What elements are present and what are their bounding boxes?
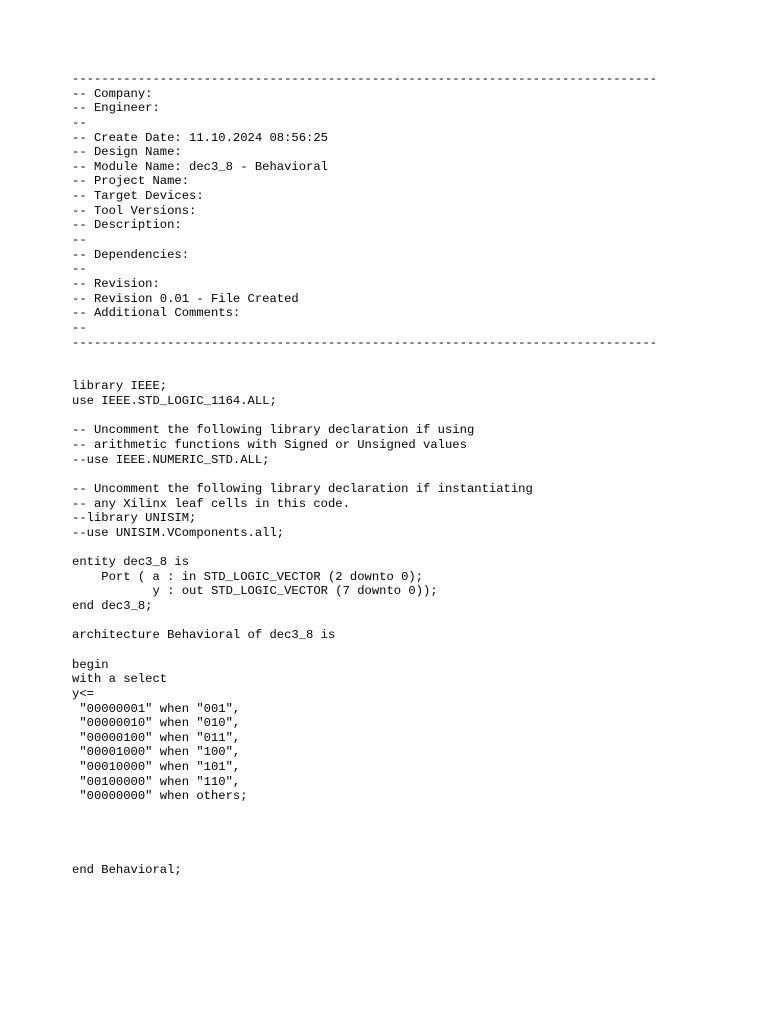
code-line: -- arithmetic functions with Signed or Unsigned values (72, 438, 467, 453)
code-line (72, 819, 722, 834)
code-line: --use UNISIM.VComponents.all; (72, 525, 285, 540)
code-line (72, 409, 722, 424)
code-line: -------------------------------------------------------------------------------- (72, 335, 658, 350)
code-line: Port ( a : in STD_LOGIC_VECTOR (2 downto 0); (72, 569, 424, 584)
vhdl-code-block (72, 72, 722, 877)
code-line: "00100000" when "110", (72, 774, 241, 789)
code-line: -- any Xilinx leaf cells in this code. (72, 496, 350, 511)
code-line: use IEEE.STD_LOGIC_1164.ALL; (72, 394, 277, 409)
code-line: "00000001" when "001", (72, 701, 241, 716)
code-line: -- Dependencies: (72, 247, 197, 262)
code-line: end Behavioral; (72, 862, 182, 877)
code-line: -- (72, 262, 94, 277)
code-line (72, 833, 722, 848)
code-line (72, 643, 722, 658)
code-line: -- Revision 0.01 - File Created (72, 291, 299, 306)
code-line: -- (72, 233, 94, 248)
code-line (72, 804, 722, 819)
code-line: y<= (72, 686, 94, 701)
code-line: "00010000" when "101", (72, 760, 241, 775)
code-line (72, 541, 722, 556)
code-line: architecture Behavioral of dec3_8 is (72, 628, 336, 643)
code-line: -- Module Name: dec3_8 - Behavioral (72, 159, 328, 174)
code-line: begin (72, 657, 109, 672)
code-line: -- Description: (72, 218, 190, 233)
code-line: "00000100" when "011", (72, 730, 241, 745)
code-line: --library UNISIM; (72, 511, 197, 526)
code-line: -- Project Name: (72, 174, 197, 189)
code-line: -- Revision: (72, 276, 160, 291)
code-line: -------------------------------------------------------------------------------- (72, 72, 658, 86)
code-line: -- Create Date: 11.10.2024 08:56:25 (72, 130, 328, 145)
code-line (72, 614, 722, 629)
code-line: "00000000" when others; (72, 789, 248, 804)
code-line: "00000010" when "010", (72, 716, 241, 731)
code-line (72, 848, 722, 863)
code-line: with a select (72, 672, 168, 687)
code-line: -- Tool Versions: (72, 203, 204, 218)
code-line: y : out STD_LOGIC_VECTOR (7 downto 0)); (72, 584, 438, 599)
code-line (72, 365, 722, 380)
code-line: -- Company: (72, 86, 160, 101)
code-line (72, 467, 722, 482)
code-line: -- Additional Comments: (72, 306, 241, 321)
code-line: -- Uncomment the following library declaration if instantiating (72, 481, 533, 496)
code-line: end dec3_8; (72, 599, 153, 614)
code-line: -- Target Devices: (72, 189, 211, 204)
code-line: -- Engineer: (72, 101, 168, 116)
code-line: entity dec3_8 is (72, 555, 190, 570)
code-line: -- (72, 320, 94, 335)
code-line: -- Uncomment the following library declaration if using (72, 423, 475, 438)
code-line: --use IEEE.NUMERIC_STD.ALL; (72, 452, 270, 467)
code-line (72, 350, 722, 365)
code-line: "00001000" when "100", (72, 745, 241, 760)
code-line: library IEEE; (72, 379, 168, 394)
document-page (72, 72, 722, 877)
code-line: -- (72, 115, 94, 130)
code-line: -- Design Name: (72, 145, 190, 160)
